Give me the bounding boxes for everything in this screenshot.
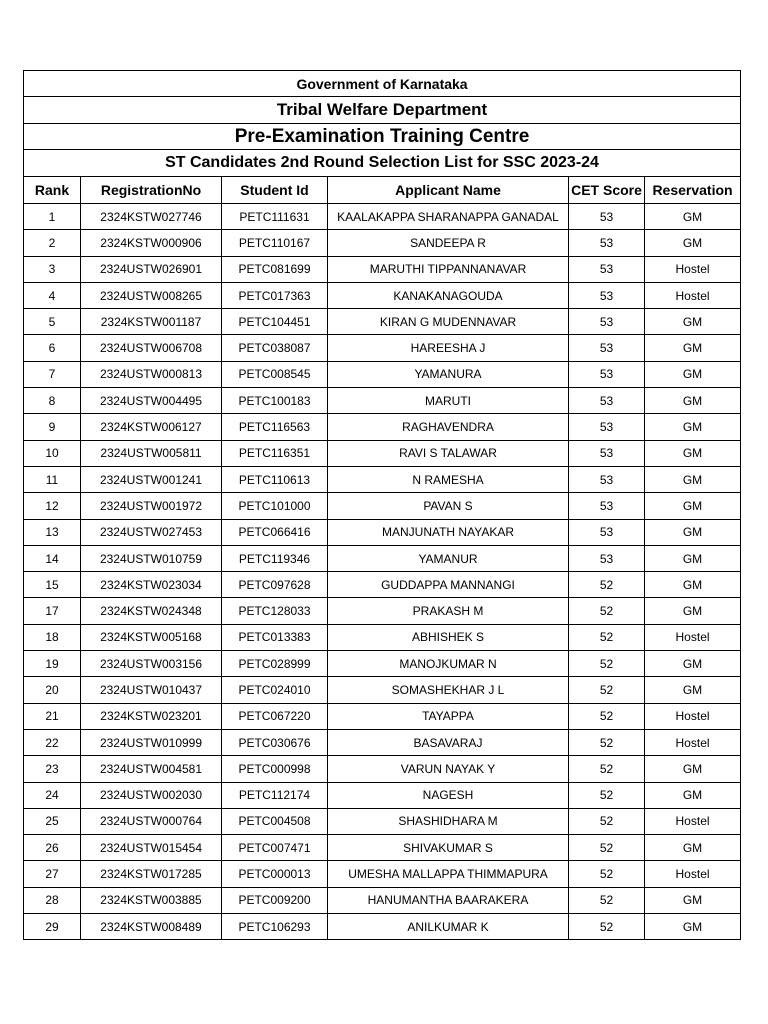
cell-cet-score: 52 bbox=[569, 572, 645, 598]
cell-applicant-name: ABHISHEK S bbox=[328, 624, 569, 650]
table-row bbox=[24, 466, 741, 492]
cell-applicant-name: NAGESH bbox=[328, 782, 569, 808]
list-title: ST Candidates 2nd Round Selection List for SSC 2023-24 bbox=[24, 150, 741, 177]
column-header-row bbox=[24, 177, 741, 204]
cell-reservation: Hostel bbox=[645, 729, 741, 755]
cell-applicant-name: ANILKUMAR K bbox=[328, 914, 569, 940]
cell-applicant-name: UMESHA MALLAPPA THIMMAPURA bbox=[328, 861, 569, 887]
cell-rank: 9 bbox=[24, 414, 81, 440]
cell-student-id: PETC112174 bbox=[222, 782, 328, 808]
cell-rank: 17 bbox=[24, 598, 81, 624]
cell-cet-score: 52 bbox=[569, 651, 645, 677]
table-row bbox=[24, 861, 741, 887]
table-row bbox=[24, 519, 741, 545]
cell-reservation: Hostel bbox=[645, 624, 741, 650]
cell-applicant-name: RAVI S TALAWAR bbox=[328, 440, 569, 466]
header-student-id: Student Id bbox=[222, 177, 328, 204]
cell-cet-score: 53 bbox=[569, 388, 645, 414]
cell-student-id: PETC111631 bbox=[222, 204, 328, 230]
cell-registration-no: 2324USTW004495 bbox=[81, 388, 222, 414]
table-row bbox=[24, 414, 741, 440]
cell-student-id: PETC119346 bbox=[222, 545, 328, 571]
table-row bbox=[24, 808, 741, 834]
table-row bbox=[24, 361, 741, 387]
cell-reservation: GM bbox=[645, 887, 741, 913]
table-row bbox=[24, 729, 741, 755]
table-row bbox=[24, 887, 741, 913]
cell-registration-no: 2324USTW008265 bbox=[81, 282, 222, 308]
cell-applicant-name: HANUMANTHA BAARAKERA bbox=[328, 887, 569, 913]
cell-student-id: PETC030676 bbox=[222, 729, 328, 755]
cell-reservation: GM bbox=[645, 493, 741, 519]
cell-cet-score: 52 bbox=[569, 808, 645, 834]
cell-applicant-name: MANOJKUMAR N bbox=[328, 651, 569, 677]
cell-rank: 1 bbox=[24, 204, 81, 230]
cell-registration-no: 2324KSTW001187 bbox=[81, 309, 222, 335]
cell-rank: 12 bbox=[24, 493, 81, 519]
cell-rank: 19 bbox=[24, 651, 81, 677]
cell-rank: 10 bbox=[24, 440, 81, 466]
cell-cet-score: 53 bbox=[569, 519, 645, 545]
cell-rank: 18 bbox=[24, 624, 81, 650]
header-rank: Rank bbox=[24, 177, 81, 204]
cell-applicant-name: MARUTI bbox=[328, 388, 569, 414]
cell-reservation: Hostel bbox=[645, 282, 741, 308]
cell-student-id: PETC100183 bbox=[222, 388, 328, 414]
cell-cet-score: 52 bbox=[569, 598, 645, 624]
cell-student-id: PETC000013 bbox=[222, 861, 328, 887]
cell-registration-no: 2324USTW001972 bbox=[81, 493, 222, 519]
header-applicant-name: Applicant Name bbox=[328, 177, 569, 204]
cell-applicant-name: GUDDAPPA MANNANGI bbox=[328, 572, 569, 598]
cell-reservation: GM bbox=[645, 677, 741, 703]
cell-reservation: Hostel bbox=[645, 703, 741, 729]
cell-student-id: PETC008545 bbox=[222, 361, 328, 387]
centre-title: Pre-Examination Training Centre bbox=[24, 124, 741, 150]
cell-reservation: GM bbox=[645, 782, 741, 808]
cell-applicant-name: YAMANURA bbox=[328, 361, 569, 387]
selection-list-sheet bbox=[23, 70, 740, 940]
cell-student-id: PETC067220 bbox=[222, 703, 328, 729]
cell-registration-no: 2324KSTW023034 bbox=[81, 572, 222, 598]
table-row bbox=[24, 782, 741, 808]
cell-registration-no: 2324KSTW008489 bbox=[81, 914, 222, 940]
table-row bbox=[24, 572, 741, 598]
cell-reservation: GM bbox=[645, 545, 741, 571]
cell-reservation: GM bbox=[645, 598, 741, 624]
cell-cet-score: 53 bbox=[569, 466, 645, 492]
cell-registration-no: 2324USTW002030 bbox=[81, 782, 222, 808]
cell-cet-score: 53 bbox=[569, 282, 645, 308]
cell-student-id: PETC101000 bbox=[222, 493, 328, 519]
cell-applicant-name: YAMANUR bbox=[328, 545, 569, 571]
cell-student-id: PETC104451 bbox=[222, 309, 328, 335]
cell-reservation: GM bbox=[645, 388, 741, 414]
department-title: Tribal Welfare Department bbox=[24, 97, 741, 124]
cell-cet-score: 53 bbox=[569, 309, 645, 335]
cell-cet-score: 52 bbox=[569, 624, 645, 650]
cell-rank: 8 bbox=[24, 388, 81, 414]
cell-student-id: PETC106293 bbox=[222, 914, 328, 940]
cell-cet-score: 52 bbox=[569, 756, 645, 782]
cell-rank: 25 bbox=[24, 808, 81, 834]
cell-student-id: PETC097628 bbox=[222, 572, 328, 598]
cell-reservation: GM bbox=[645, 230, 741, 256]
cell-student-id: PETC007471 bbox=[222, 835, 328, 861]
cell-applicant-name: SOMASHEKHAR J L bbox=[328, 677, 569, 703]
cell-rank: 28 bbox=[24, 887, 81, 913]
cell-student-id: PETC128033 bbox=[222, 598, 328, 624]
cell-registration-no: 2324KSTW017285 bbox=[81, 861, 222, 887]
cell-rank: 7 bbox=[24, 361, 81, 387]
cell-registration-no: 2324USTW000813 bbox=[81, 361, 222, 387]
cell-cet-score: 52 bbox=[569, 677, 645, 703]
table-row bbox=[24, 756, 741, 782]
table-row bbox=[24, 230, 741, 256]
table-row bbox=[24, 309, 741, 335]
cell-reservation: Hostel bbox=[645, 861, 741, 887]
cell-student-id: PETC004508 bbox=[222, 808, 328, 834]
table-row bbox=[24, 651, 741, 677]
table-row bbox=[24, 624, 741, 650]
cell-rank: 4 bbox=[24, 282, 81, 308]
cell-student-id: PETC000998 bbox=[222, 756, 328, 782]
cell-applicant-name: HAREESHA J bbox=[328, 335, 569, 361]
cell-rank: 21 bbox=[24, 703, 81, 729]
cell-applicant-name: PAVAN S bbox=[328, 493, 569, 519]
cell-cet-score: 53 bbox=[569, 361, 645, 387]
cell-student-id: PETC024010 bbox=[222, 677, 328, 703]
cell-applicant-name: MANJUNATH NAYAKAR bbox=[328, 519, 569, 545]
cell-rank: 20 bbox=[24, 677, 81, 703]
cell-registration-no: 2324KSTW024348 bbox=[81, 598, 222, 624]
cell-cet-score: 52 bbox=[569, 835, 645, 861]
cell-rank: 11 bbox=[24, 466, 81, 492]
cell-registration-no: 2324USTW003156 bbox=[81, 651, 222, 677]
cell-reservation: GM bbox=[645, 414, 741, 440]
cell-student-id: PETC116563 bbox=[222, 414, 328, 440]
cell-cet-score: 53 bbox=[569, 493, 645, 519]
cell-rank: 24 bbox=[24, 782, 81, 808]
cell-reservation: GM bbox=[645, 309, 741, 335]
cell-student-id: PETC013383 bbox=[222, 624, 328, 650]
cell-registration-no: 2324USTW026901 bbox=[81, 256, 222, 282]
cell-registration-no: 2324KSTW000906 bbox=[81, 230, 222, 256]
cell-cet-score: 52 bbox=[569, 703, 645, 729]
cell-rank: 6 bbox=[24, 335, 81, 361]
cell-cet-score: 53 bbox=[569, 414, 645, 440]
cell-cet-score: 53 bbox=[569, 230, 645, 256]
table-row bbox=[24, 677, 741, 703]
cell-rank: 5 bbox=[24, 309, 81, 335]
cell-registration-no: 2324KSTW006127 bbox=[81, 414, 222, 440]
cell-applicant-name: SANDEEPA R bbox=[328, 230, 569, 256]
cell-registration-no: 2324USTW005811 bbox=[81, 440, 222, 466]
cell-cet-score: 53 bbox=[569, 256, 645, 282]
cell-registration-no: 2324USTW004581 bbox=[81, 756, 222, 782]
cell-rank: 29 bbox=[24, 914, 81, 940]
table-row bbox=[24, 598, 741, 624]
table-row bbox=[24, 914, 741, 940]
selection-list-table bbox=[23, 70, 741, 940]
cell-registration-no: 2324KSTW023201 bbox=[81, 703, 222, 729]
table-row bbox=[24, 388, 741, 414]
cell-applicant-name: KIRAN G MUDENNAVAR bbox=[328, 309, 569, 335]
cell-applicant-name: MARUTHI TIPPANNANAVAR bbox=[328, 256, 569, 282]
cell-rank: 26 bbox=[24, 835, 81, 861]
cell-student-id: PETC110613 bbox=[222, 466, 328, 492]
cell-reservation: GM bbox=[645, 204, 741, 230]
cell-cet-score: 53 bbox=[569, 545, 645, 571]
cell-registration-no: 2324USTW010999 bbox=[81, 729, 222, 755]
cell-applicant-name: SHIVAKUMAR S bbox=[328, 835, 569, 861]
cell-rank: 13 bbox=[24, 519, 81, 545]
table-row bbox=[24, 440, 741, 466]
cell-student-id: PETC066416 bbox=[222, 519, 328, 545]
table-row bbox=[24, 204, 741, 230]
cell-cet-score: 53 bbox=[569, 440, 645, 466]
cell-applicant-name: KAALAKAPPA SHARANAPPA GANADAL bbox=[328, 204, 569, 230]
cell-applicant-name: KANAKANAGOUDA bbox=[328, 282, 569, 308]
cell-registration-no: 2324USTW027453 bbox=[81, 519, 222, 545]
cell-applicant-name: N RAMESHA bbox=[328, 466, 569, 492]
cell-student-id: PETC081699 bbox=[222, 256, 328, 282]
cell-cet-score: 53 bbox=[569, 204, 645, 230]
cell-reservation: GM bbox=[645, 361, 741, 387]
cell-reservation: GM bbox=[645, 335, 741, 361]
table-row bbox=[24, 493, 741, 519]
header-reservation: Reservation bbox=[645, 177, 741, 204]
cell-registration-no: 2324USTW001241 bbox=[81, 466, 222, 492]
table-row bbox=[24, 335, 741, 361]
cell-applicant-name: BASAVARAJ bbox=[328, 729, 569, 755]
cell-registration-no: 2324KSTW027746 bbox=[81, 204, 222, 230]
cell-reservation: GM bbox=[645, 572, 741, 598]
cell-cet-score: 52 bbox=[569, 914, 645, 940]
cell-applicant-name: RAGHAVENDRA bbox=[328, 414, 569, 440]
cell-rank: 15 bbox=[24, 572, 81, 598]
cell-reservation: GM bbox=[645, 440, 741, 466]
cell-reservation: GM bbox=[645, 651, 741, 677]
cell-rank: 23 bbox=[24, 756, 81, 782]
table-row bbox=[24, 256, 741, 282]
cell-reservation: Hostel bbox=[645, 256, 741, 282]
cell-student-id: PETC116351 bbox=[222, 440, 328, 466]
cell-registration-no: 2324USTW010437 bbox=[81, 677, 222, 703]
government-title: Government of Karnataka bbox=[24, 71, 741, 97]
cell-registration-no: 2324USTW015454 bbox=[81, 835, 222, 861]
cell-registration-no: 2324USTW000764 bbox=[81, 808, 222, 834]
cell-applicant-name: TAYAPPA bbox=[328, 703, 569, 729]
cell-cet-score: 52 bbox=[569, 729, 645, 755]
table-body bbox=[24, 204, 741, 940]
header-registration-no: RegistrationNo bbox=[81, 177, 222, 204]
cell-cet-score: 52 bbox=[569, 782, 645, 808]
cell-registration-no: 2324USTW006708 bbox=[81, 335, 222, 361]
cell-registration-no: 2324USTW010759 bbox=[81, 545, 222, 571]
cell-student-id: PETC009200 bbox=[222, 887, 328, 913]
cell-student-id: PETC028999 bbox=[222, 651, 328, 677]
cell-student-id: PETC017363 bbox=[222, 282, 328, 308]
cell-cet-score: 52 bbox=[569, 861, 645, 887]
table-row bbox=[24, 545, 741, 571]
cell-rank: 27 bbox=[24, 861, 81, 887]
cell-reservation: GM bbox=[645, 756, 741, 782]
cell-applicant-name: VARUN NAYAK Y bbox=[328, 756, 569, 782]
cell-rank: 14 bbox=[24, 545, 81, 571]
cell-cet-score: 52 bbox=[569, 887, 645, 913]
cell-reservation: GM bbox=[645, 914, 741, 940]
table-row bbox=[24, 703, 741, 729]
header-cet-score: CET Score bbox=[569, 177, 645, 204]
cell-applicant-name: PRAKASH M bbox=[328, 598, 569, 624]
cell-registration-no: 2324KSTW003885 bbox=[81, 887, 222, 913]
cell-reservation: GM bbox=[645, 519, 741, 545]
cell-reservation: GM bbox=[645, 835, 741, 861]
table-row bbox=[24, 282, 741, 308]
table-row bbox=[24, 835, 741, 861]
cell-student-id: PETC110167 bbox=[222, 230, 328, 256]
cell-cet-score: 53 bbox=[569, 335, 645, 361]
cell-applicant-name: SHASHIDHARA M bbox=[328, 808, 569, 834]
cell-reservation: Hostel bbox=[645, 808, 741, 834]
cell-reservation: GM bbox=[645, 466, 741, 492]
cell-rank: 22 bbox=[24, 729, 81, 755]
cell-rank: 2 bbox=[24, 230, 81, 256]
cell-registration-no: 2324KSTW005168 bbox=[81, 624, 222, 650]
cell-rank: 3 bbox=[24, 256, 81, 282]
cell-student-id: PETC038087 bbox=[222, 335, 328, 361]
